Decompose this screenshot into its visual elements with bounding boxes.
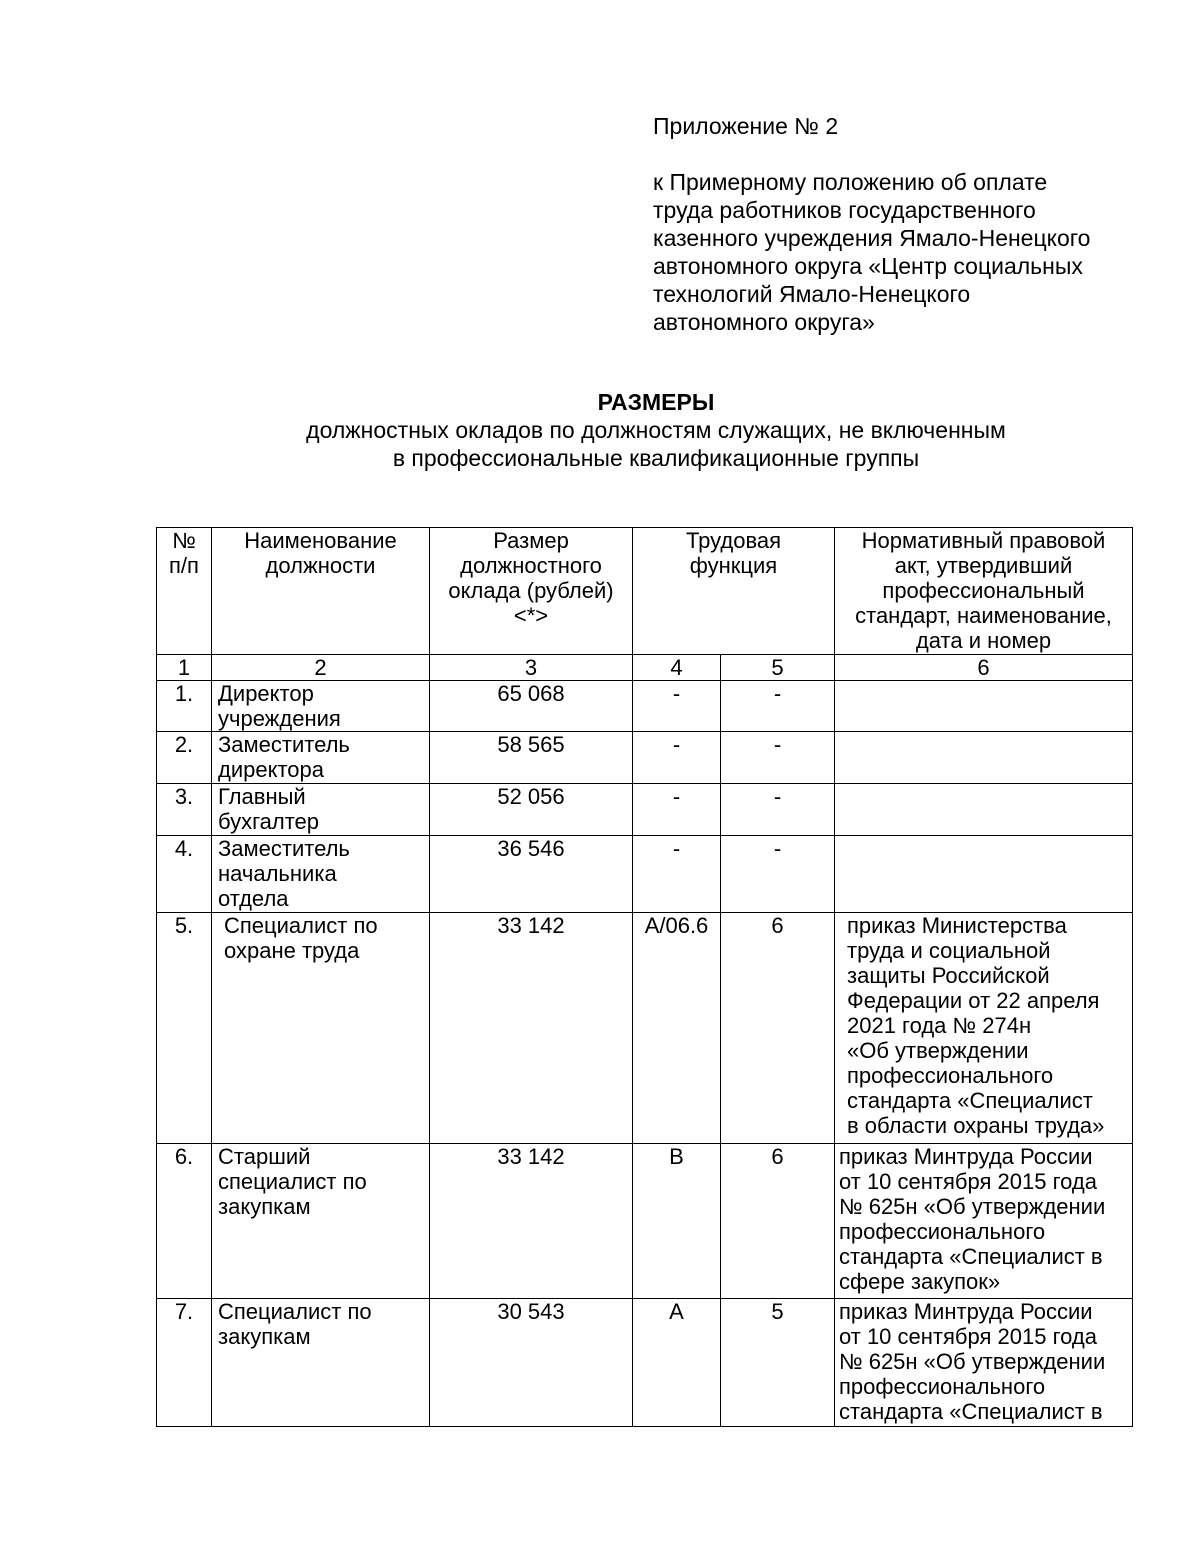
position-name: Старший специалист по закупкам [212, 1144, 430, 1299]
function-code: - [633, 784, 721, 836]
legal-act [835, 784, 1133, 836]
document-subtitle-line: в профессиональные квалификационные группы [392, 445, 920, 471]
function-level: - [721, 732, 835, 784]
function-code: - [633, 836, 721, 913]
table-row [157, 784, 1133, 836]
header-function: Трудовая функция [633, 528, 835, 655]
position-name: Заместитель начальника отдела [212, 836, 430, 913]
header-num: № п/п [157, 528, 212, 655]
document-subtitle-line: должностных окладов по должностям служащих, не включенным [306, 417, 1006, 443]
function-level: 5 [721, 1299, 835, 1427]
function-code: - [633, 681, 721, 732]
appendix-line: труда работников государственного [653, 197, 1036, 223]
row-number: 2. [157, 732, 212, 784]
function-level: 6 [721, 1144, 835, 1299]
function-code: - [633, 732, 721, 784]
salary-value: 58 565 [430, 732, 633, 784]
column-number: 4 [633, 655, 721, 681]
legal-act [835, 732, 1133, 784]
legal-act: приказ Минтруда России от 10 сентября 2015 года № 625н «Об утверждении профессионального стандарта «Специалист в [835, 1299, 1133, 1427]
row-number: 5. [157, 913, 212, 1144]
appendix-line: к Примерному положению об оплате [653, 169, 1048, 195]
salary-value: 33 142 [430, 913, 633, 1144]
position-name: Главный бухгалтер [212, 784, 430, 836]
header-salary: Размер должностного оклада (рублей) <*> [430, 528, 633, 655]
row-number: 7. [157, 1299, 212, 1427]
function-level: - [721, 836, 835, 913]
column-number: 6 [835, 655, 1133, 681]
legal-act: приказ Минтруда России от 10 сентября 2015 года № 625н «Об утверждении профессионального стандарта «Специалист в сфере закупок» [835, 1144, 1133, 1299]
column-number-row [157, 655, 1133, 681]
table-row [157, 836, 1133, 913]
column-number: 5 [721, 655, 835, 681]
function-code: В [633, 1144, 721, 1299]
salary-value: 33 142 [430, 1144, 633, 1299]
appendix-title: Приложение № 2 [653, 113, 839, 139]
table-row [157, 913, 1133, 1144]
row-number: 3. [157, 784, 212, 836]
row-number: 6. [157, 1144, 212, 1299]
function-code: A/06.6 [633, 913, 721, 1144]
appendix-line: автономного округа» [653, 309, 875, 335]
legal-act: приказ Министерства труда и социальной защиты Российской Федерации от 22 апреля 2021 года № 274н «Об утверждении профессионального стандарта «Специалист в области охраны труда» [835, 913, 1133, 1144]
document-heading [0, 388, 1200, 472]
row-number: 4. [157, 836, 212, 913]
salary-value: 52 056 [430, 784, 633, 836]
table-row [157, 1299, 1133, 1427]
document-title: РАЗМЕРЫ [597, 389, 715, 415]
position-name: Специалист по охране труда [212, 913, 430, 1144]
table-header-row [157, 528, 1133, 655]
appendix-line: технологий Ямало-Ненецкого [653, 281, 971, 307]
header-act: Нормативный правовой акт, утвердивший профессиональный стандарт, наименование, дата и номер [835, 528, 1133, 655]
function-level: - [721, 681, 835, 732]
table-row [157, 732, 1133, 784]
salary-value: 36 546 [430, 836, 633, 913]
table-row [157, 1144, 1133, 1299]
header-name: Наименование должности [212, 528, 430, 655]
appendix-line: автономного округа «Центр социальных [653, 253, 1083, 279]
legal-act [835, 836, 1133, 913]
function-code: А [633, 1299, 721, 1427]
appendix-line: казенного учреждения Ямало-Ненецкого [653, 225, 1091, 251]
function-level: - [721, 784, 835, 836]
salary-table [156, 527, 1133, 1427]
appendix-block [653, 112, 1173, 336]
column-number: 3 [430, 655, 633, 681]
function-level: 6 [721, 913, 835, 1144]
column-number: 2 [212, 655, 430, 681]
row-number: 1. [157, 681, 212, 732]
position-name: Директор учреждения [212, 681, 430, 732]
salary-value: 30 543 [430, 1299, 633, 1427]
table-row [157, 681, 1133, 732]
position-name: Специалист по закупкам [212, 1299, 430, 1427]
position-name: Заместитель директора [212, 732, 430, 784]
salary-value: 65 068 [430, 681, 633, 732]
column-number: 1 [157, 655, 212, 681]
legal-act [835, 681, 1133, 732]
